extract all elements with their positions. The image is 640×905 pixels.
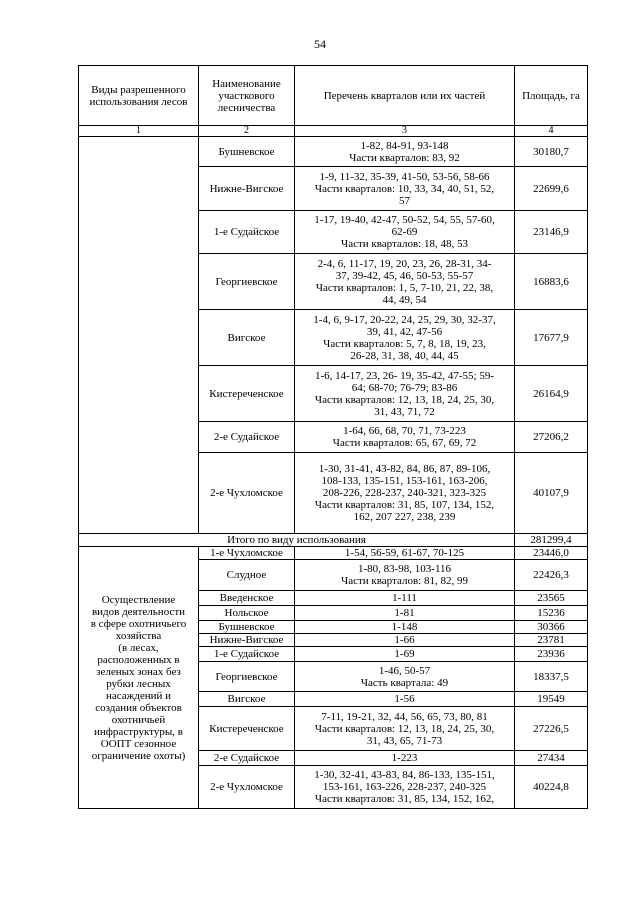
text-line: зеленых зонах без: [96, 665, 181, 678]
page-number: 54: [314, 37, 326, 51]
text-line: ограничение охоты): [91, 749, 186, 762]
forestry-name-cell: Георгиевское: [199, 662, 295, 692]
text-line: 64; 68-70; 76-79; 83-86: [351, 381, 458, 394]
text-line: 1-56: [394, 693, 415, 705]
forestry-name-cell: Нольское: [199, 606, 295, 621]
forestry-name-cell: 2-е Чухломское: [199, 453, 295, 534]
forest-use-table: [78, 65, 588, 809]
text-line: Части кварталов: 1, 5, 7-10, 21, 22, 38,: [315, 281, 494, 294]
area-cell: 17677,9: [515, 310, 588, 366]
area-cell: 40107,9: [515, 453, 588, 534]
text-line: 1-54, 56-59, 61-67, 70-125: [344, 547, 465, 559]
forestry-name-cell: Георгиевское: [199, 254, 295, 310]
forestry-name-cell: Слудное: [199, 560, 295, 591]
forestry-name-cell: 1-е Чухломское: [199, 547, 295, 560]
header-blocks-list: Перечень кварталов или их частей: [295, 66, 515, 126]
text-line: Части кварталов: 65, 67, 69, 72: [332, 437, 477, 449]
area-cell: 23565: [515, 591, 588, 606]
blocks-cell: [295, 621, 515, 634]
text-line: 153-161, 163-226, 228-237, 240-325: [322, 781, 487, 793]
text-line: Части кварталов: 18, 48, 53: [341, 238, 468, 250]
text-line: 108-133, 135-151, 153-161, 163-206,: [321, 475, 488, 487]
header-row: [79, 66, 588, 126]
text-line: рубки лесных: [106, 677, 171, 690]
text-line: 162, 207 227, 238, 239: [353, 511, 456, 523]
text-line: 1-6, 14-17, 23, 26- 19, 35-42, 47-55; 59-: [314, 369, 495, 382]
blocks-cell: [295, 560, 515, 591]
text-line: 1-46, 50-57: [378, 664, 431, 677]
area-cell: 30180,7: [515, 137, 588, 167]
blocks-cell: [295, 647, 515, 662]
text-line: 1-9, 11-32, 35-39, 41-50, 53-56, 58-66: [319, 170, 490, 183]
area-cell: 23146,9: [515, 211, 588, 254]
total-label: Итого по виду использования: [79, 534, 515, 547]
text-line: Части кварталов: 10, 33, 34, 40, 51, 52,: [314, 182, 495, 195]
blocks-cell: [295, 366, 515, 422]
table-row: [79, 137, 588, 167]
forestry-name-cell: Вигское: [199, 310, 295, 366]
forestry-name-cell: Бушневское: [199, 621, 295, 634]
text-line: 1-82, 84-91, 93-148: [360, 139, 449, 152]
text-line: Части кварталов: 81, 82, 99: [341, 575, 468, 587]
blocks-cell: [295, 211, 515, 254]
text-line: 1-30, 31-41, 43-82, 84, 86, 87, 89-106,: [318, 463, 491, 475]
area-cell: 30366: [515, 621, 588, 634]
column-number-2: 2: [199, 126, 295, 137]
text-line: Части кварталов: 12, 13, 18, 24, 25, 30,: [314, 722, 495, 735]
text-line: 26-28, 31, 38, 40, 44, 45: [350, 349, 459, 362]
total-area: 281299,4: [515, 534, 588, 547]
area-cell: 19549: [515, 692, 588, 707]
forestry-name-cell: Нижне-Вигское: [199, 167, 295, 211]
forestry-name-cell: 2-е Судайское: [199, 422, 295, 453]
text-line: 208-226, 228-237, 240-321, 323-325: [322, 487, 487, 499]
column-number-3: 3: [295, 126, 515, 137]
text-line: 44, 49, 54: [382, 293, 427, 306]
blocks-cell: [295, 662, 515, 692]
blocks-cell: [295, 453, 515, 534]
text-line: 1-64, 66, 68, 70, 71, 73-223: [343, 425, 466, 437]
header-forestry-name: Наименование участкового лесничества: [199, 66, 295, 126]
blocks-cell: [295, 167, 515, 211]
forestry-name-cell: Кистереченское: [199, 366, 295, 422]
forestry-name-cell: Вигское: [199, 692, 295, 707]
blocks-cell: [295, 766, 515, 809]
text-line: 31, 43, 71, 72: [374, 405, 435, 418]
text-line: 1-148: [391, 621, 418, 633]
blocks-cell: [295, 606, 515, 621]
area-cell: 22426,3: [515, 560, 588, 591]
area-cell: 23781: [515, 634, 588, 647]
column-number-1: 1: [79, 126, 199, 137]
header-area: Площадь, га: [515, 66, 588, 126]
blocks-cell: [295, 547, 515, 560]
activity-type-cell: [79, 547, 199, 809]
area-cell: 40224,8: [515, 766, 588, 809]
text-line: расположенных в: [97, 653, 180, 666]
blocks-cell: [295, 310, 515, 366]
area-cell: 23446,0: [515, 547, 588, 560]
text-line: 31, 43, 65, 71-73: [366, 734, 443, 747]
forestry-name-cell: Кистереченское: [199, 707, 295, 751]
text-line: Части кварталов: 31, 85, 134, 152, 162,: [314, 793, 495, 805]
total-row: [79, 534, 588, 547]
area-cell: 27206,2: [515, 422, 588, 453]
text-line: 2-4, 6, 11-17, 19, 20, 23, 26, 28-31, 34-: [317, 257, 492, 270]
area-cell: 22699,6: [515, 167, 588, 211]
text-line: хозяйства: [115, 629, 162, 642]
forestry-name-cell: 1-е Судайское: [199, 647, 295, 662]
text-line: 1-223: [391, 752, 418, 764]
text-line: Части кварталов: 83, 92: [349, 151, 460, 164]
text-line: 57: [399, 194, 410, 207]
forestry-name-cell: 2-е Судайское: [199, 751, 295, 766]
text-line: 39, 41, 42, 47-56: [366, 325, 443, 338]
forestry-name-cell: Бушневское: [199, 137, 295, 167]
blocks-cell: [295, 591, 515, 606]
text-line: Осуществление: [101, 593, 176, 606]
blocks-cell: [295, 692, 515, 707]
table-row: [79, 547, 588, 560]
text-line: ООПТ сезонное: [100, 737, 177, 750]
header-use-type: Виды разрешенного использования лесов: [79, 66, 199, 126]
column-number-row: [79, 126, 588, 137]
forestry-name-cell: Введенское: [199, 591, 295, 606]
text-line: насаждений и: [105, 689, 172, 702]
text-line: 62-69: [391, 226, 418, 238]
text-line: 1-30, 32-41, 43-83, 84, 86-133, 135-151,: [314, 769, 495, 781]
text-line: 1-17, 19-40, 42-47, 50-52, 54, 55, 57-60,: [314, 214, 495, 226]
text-line: 1-66: [394, 634, 415, 646]
blocks-cell: [295, 634, 515, 647]
forestry-name-cell: 1-е Судайское: [199, 211, 295, 254]
blocks-cell: [295, 137, 515, 167]
column-number-4: 4: [515, 126, 588, 137]
blocks-cell: [295, 707, 515, 751]
area-cell: 16883,6: [515, 254, 588, 310]
text-line: 37, 39-42, 45, 46, 50-53, 55-57: [335, 269, 474, 282]
text-line: охотничьей: [111, 713, 166, 726]
area-cell: 15236: [515, 606, 588, 621]
forestry-name-cell: 2-е Чухломское: [199, 766, 295, 809]
text-line: создания объектов: [95, 701, 182, 714]
text-line: 1-80, 83-98, 103-116: [357, 563, 452, 575]
text-line: 1-4, 6, 9-17, 20-22, 24, 25, 29, 30, 32-37,: [313, 313, 496, 326]
forestry-name-cell: Нижне-Вигское: [199, 634, 295, 647]
text-line: (в лесах,: [118, 641, 159, 654]
text-line: в сфере охотничьего: [90, 617, 187, 630]
text-line: Части кварталов: 31, 85, 107, 134, 152,: [314, 499, 495, 511]
use-type-cell-empty: [79, 137, 199, 534]
text-line: видов деятельности: [91, 605, 186, 618]
text-line: Части кварталов: 12, 13, 18, 24, 25, 30,: [314, 393, 495, 406]
text-line: 1-111: [392, 592, 417, 604]
blocks-cell: [295, 751, 515, 766]
area-cell: 23936: [515, 647, 588, 662]
text-line: Часть квартала: 49: [360, 676, 449, 689]
text-line: 1-69: [394, 648, 415, 660]
area-cell: 26164,9: [515, 366, 588, 422]
blocks-cell: [295, 254, 515, 310]
area-cell: 27434: [515, 751, 588, 766]
blocks-cell: [295, 422, 515, 453]
area-cell: 27226,5: [515, 707, 588, 751]
text-line: 1-81: [394, 607, 415, 619]
text-line: инфраструктуры, в: [94, 725, 183, 738]
text-line: Части кварталов: 5, 7, 8, 18, 19, 23,: [323, 337, 486, 350]
text-line: 7-11, 19-21, 32, 44, 56, 65, 73, 80, 81: [321, 710, 488, 723]
area-cell: 18337,5: [515, 662, 588, 692]
